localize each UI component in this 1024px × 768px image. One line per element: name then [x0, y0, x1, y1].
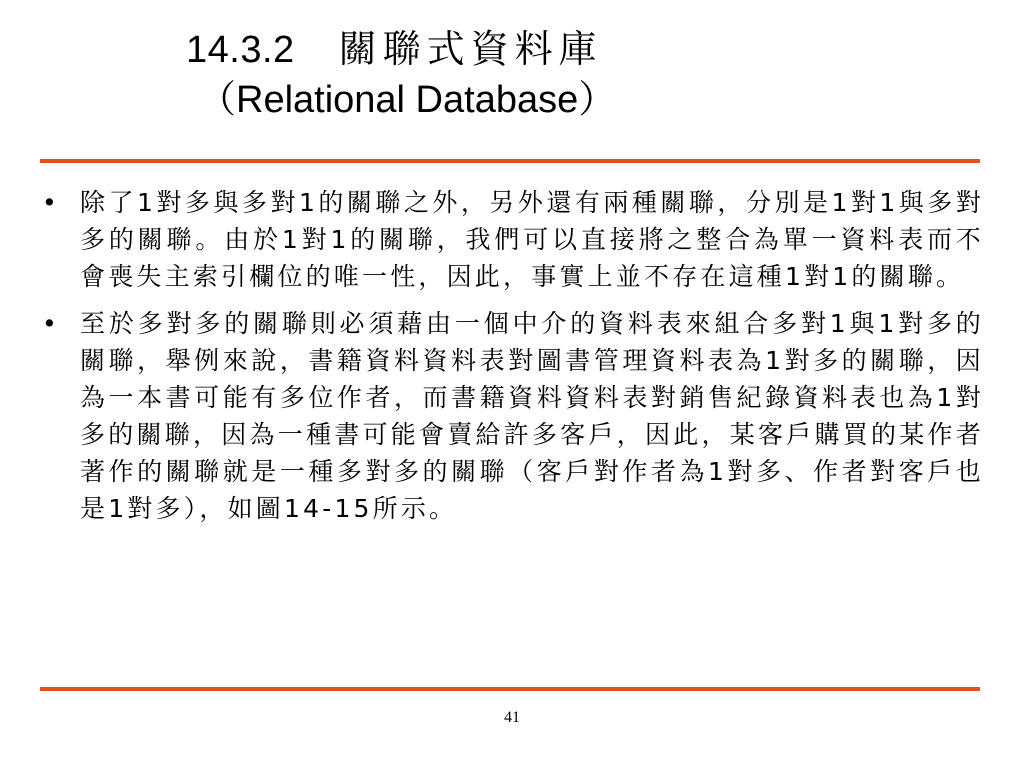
section-number: 14.3.2 — [186, 29, 295, 71]
bullet-icon: • — [42, 309, 60, 338]
bullet-list — [40, 184, 984, 527]
top-divider — [40, 159, 980, 163]
bullet-item — [40, 305, 984, 527]
bullet-item — [40, 184, 984, 295]
bullet-text: 除了1對多與多對1的關聯之外，另外還有兩種關聯，分別是1對1與多對多的關聯。由於1對1的關聯，我們可以直接將之整合為單一資料表而不會喪失主索引欄位的唯一性，因此，事實上並不存在這種1對1的關聯。 — [80, 188, 984, 291]
slide-body — [40, 184, 984, 537]
bullet-icon: • — [42, 188, 60, 217]
bottom-divider — [40, 687, 980, 691]
page-number: 41 — [504, 709, 520, 726]
title-english: （Relational Database） — [198, 79, 617, 121]
title-block — [186, 24, 966, 125]
slide-title — [186, 24, 966, 75]
title-chinese: 關聯式資料庫 — [338, 27, 603, 71]
bullet-text: 至於多對多的關聯則必須藉由一個中介的資料表來組合多對1與1對多的關聯，舉例來說，書籍資料資料表對圖書管理資料表為1對多的關聯，因為一本書可能有多位作者，而書籍資料資料表對銷售紀錄資料表也為1對多的關聯，因為一種書可能會賣給許多客戶，因此，某客戶購買的某作者著作的關聯就是一種多對多的關聯（客戶對作者為1對多、作者對客戶也是1對多），如圖14-15所示。 — [80, 309, 984, 523]
